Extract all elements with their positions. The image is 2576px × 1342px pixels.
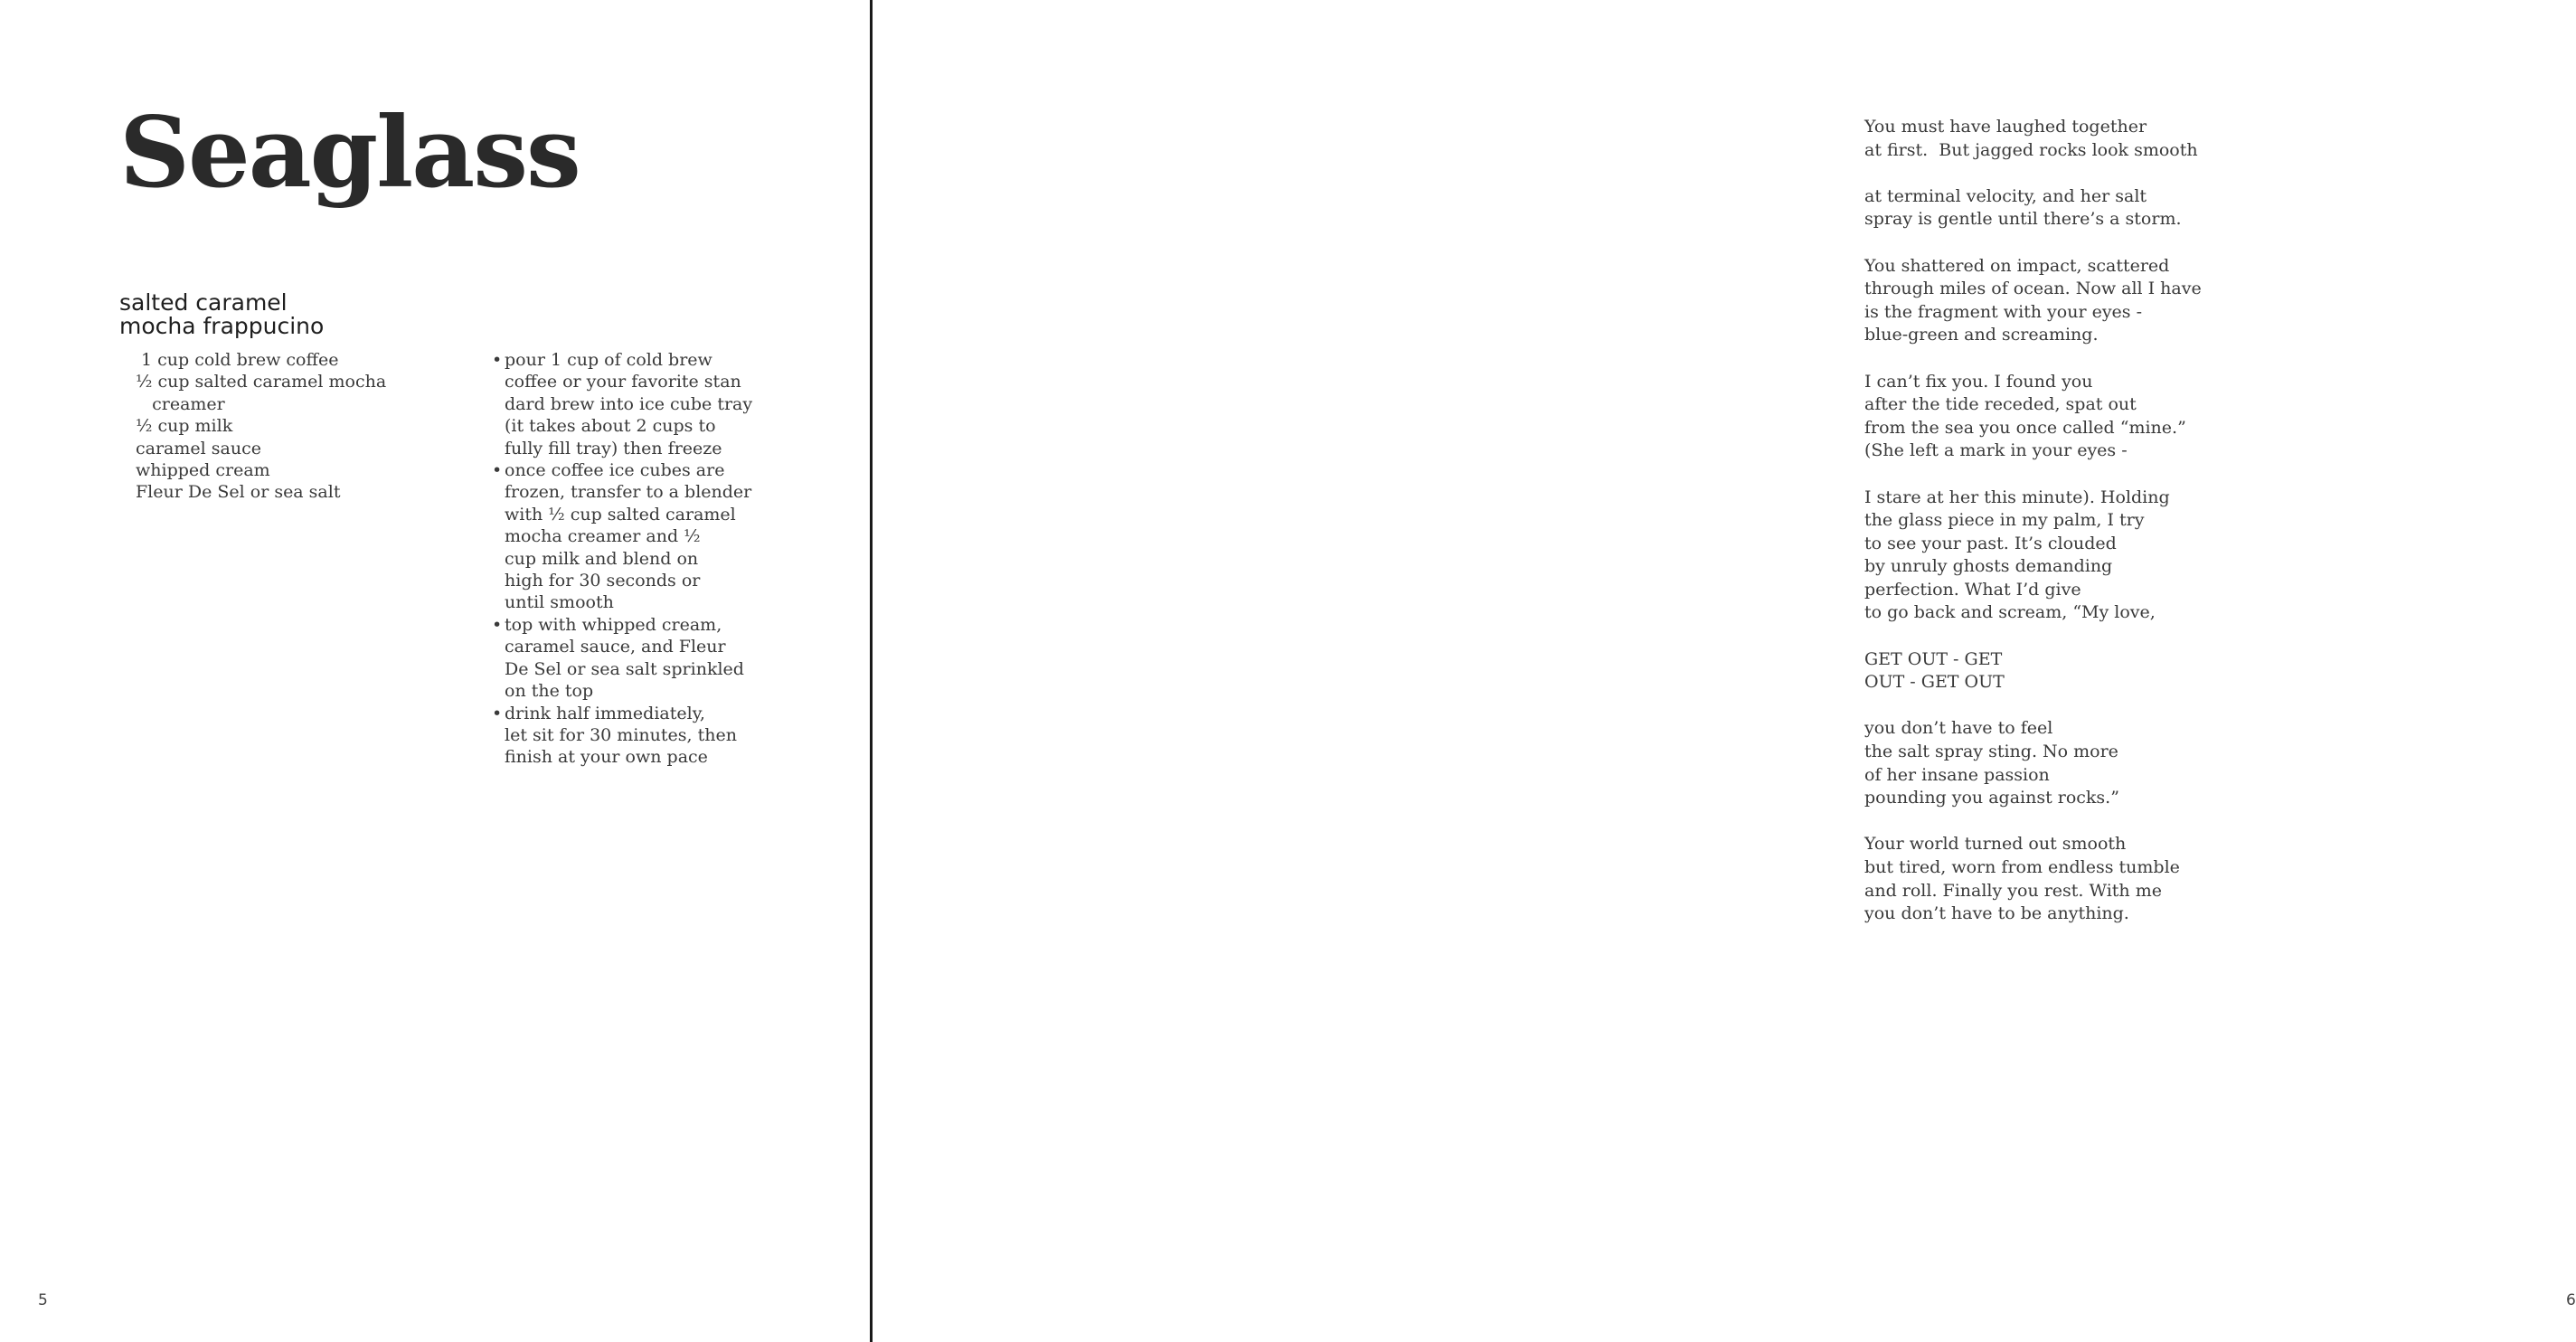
instruction-line: drink half immediately, bbox=[505, 703, 705, 723]
bullet-icon: • bbox=[492, 350, 503, 370]
poem-stanza bbox=[1864, 487, 2202, 626]
right-page bbox=[873, 0, 2576, 1342]
poem-stanza bbox=[1864, 833, 2202, 925]
poem-line: Your world turned out smooth bbox=[1864, 834, 2127, 855]
instruction-line: on the top bbox=[505, 681, 594, 702]
poem bbox=[1864, 116, 2202, 949]
instruction-line: caramel sauce, and Fleur bbox=[505, 637, 726, 657]
page-title: Seaglass bbox=[119, 96, 580, 210]
instruction-text bbox=[505, 459, 751, 614]
poem-line: at terminal velocity, and her salt bbox=[1864, 185, 2147, 206]
instruction-line: mocha creamer and ½ bbox=[505, 526, 701, 547]
instruction-line: until smooth bbox=[505, 592, 614, 613]
recipe-name-line: mocha frappucino bbox=[119, 313, 325, 339]
poem-line: (She left a mark in your eyes - bbox=[1864, 440, 2128, 461]
instruction-line: high for 30 seconds or bbox=[505, 571, 701, 591]
ingredient-item: creamer bbox=[136, 393, 225, 414]
poem-line: and roll. Finally you rest. With me bbox=[1864, 880, 2162, 901]
ingredient-item: ½ cup milk bbox=[136, 416, 233, 437]
poem-line: You shattered on impact, scattered bbox=[1864, 255, 2170, 276]
poem-line: after the tide receded, spat out bbox=[1864, 394, 2137, 415]
instruction-line: cup milk and blend on bbox=[505, 548, 699, 569]
poem-line: you don’t have to be anything. bbox=[1864, 903, 2129, 924]
poem-line: through miles of ocean. Now all I have bbox=[1864, 279, 2202, 299]
instruction-text bbox=[505, 703, 737, 769]
instruction-line: pour 1 cup of cold brew bbox=[505, 350, 712, 370]
instruction-step bbox=[492, 349, 752, 459]
recipe-name bbox=[119, 291, 324, 338]
poem-line: I stare at her this minute). Holding bbox=[1864, 487, 2170, 507]
poem-line: to see your past. It’s clouded bbox=[1864, 533, 2117, 553]
poem-line: I can’t fix you. I found you bbox=[1864, 371, 2093, 392]
poem-stanza bbox=[1864, 717, 2202, 809]
instruction-step bbox=[492, 459, 752, 614]
poem-line: You must have laughed together bbox=[1864, 117, 2147, 137]
poem-line: to go back and scream, “My love, bbox=[1864, 602, 2156, 623]
ingredient-item: ½ cup salted caramel mocha bbox=[136, 372, 387, 392]
poem-line: but tired, worn from endless tumble bbox=[1864, 857, 2180, 877]
page-number: 6 bbox=[2566, 1291, 2576, 1309]
instruction-line: De Sel or sea salt sprinkled bbox=[505, 658, 744, 679]
poem-stanza bbox=[1864, 185, 2202, 232]
gutter-divider bbox=[870, 0, 873, 1342]
poem-line: GET OUT - GET bbox=[1864, 648, 2003, 669]
poem-line: spray is gentle until there’s a storm. bbox=[1864, 209, 2182, 230]
poem-line: the salt spray sting. No more bbox=[1864, 742, 2118, 762]
poem-line: at first. But jagged rocks look smooth bbox=[1864, 139, 2198, 160]
instruction-line: (it takes about 2 cups to bbox=[505, 416, 716, 437]
left-page bbox=[0, 0, 870, 1342]
poem-stanza bbox=[1864, 255, 2202, 347]
poem-line: blue-green and screaming. bbox=[1864, 325, 2099, 345]
poem-stanza bbox=[1864, 371, 2202, 463]
instruction-line: frozen, transfer to a blender bbox=[505, 482, 752, 503]
poem-line: by unruly ghosts demanding bbox=[1864, 556, 2113, 577]
instruction-line: top with whipped cream, bbox=[505, 614, 722, 635]
ingredient-item: whipped cream bbox=[136, 460, 270, 481]
bullet-icon: • bbox=[492, 460, 503, 481]
bullet-icon: • bbox=[492, 703, 503, 723]
poem-line: you don’t have to feel bbox=[1864, 718, 2053, 739]
instruction-line: with ½ cup salted caramel bbox=[505, 504, 736, 525]
recipe-name-line: salted caramel bbox=[119, 289, 288, 316]
instruction-step bbox=[492, 614, 752, 703]
instruction-line: once coffee ice cubes are bbox=[505, 460, 725, 481]
poem-line: pounding you against rocks.” bbox=[1864, 788, 2119, 808]
ingredient-item: 1 cup cold brew coffee bbox=[136, 350, 339, 370]
bullet-icon: • bbox=[492, 614, 503, 635]
instruction-line: coffee or your favorite stan bbox=[505, 372, 741, 392]
instruction-text bbox=[505, 614, 744, 703]
poem-line: from the sea you once called “mine.” bbox=[1864, 417, 2186, 438]
instructions-list bbox=[492, 349, 752, 769]
poem-line: OUT - GET OUT bbox=[1864, 672, 2005, 693]
poem-line: of her insane passion bbox=[1864, 764, 2050, 785]
ingredients-list bbox=[136, 349, 386, 504]
instruction-step bbox=[492, 703, 752, 769]
instruction-text bbox=[505, 349, 752, 459]
instruction-line: fully fill tray) then freeze bbox=[505, 438, 722, 458]
poem-line: is the fragment with your eyes - bbox=[1864, 301, 2143, 322]
instruction-line: finish at your own pace bbox=[505, 747, 708, 768]
poem-stanza bbox=[1864, 116, 2202, 162]
poem-line: perfection. What I’d give bbox=[1864, 579, 2081, 600]
poem-stanza bbox=[1864, 648, 2202, 695]
ingredient-item: Fleur De Sel or sea salt bbox=[136, 482, 341, 503]
page-number: 5 bbox=[38, 1291, 48, 1309]
instruction-line: let sit for 30 minutes, then bbox=[505, 724, 737, 745]
instruction-line: dard brew into ice cube tray bbox=[505, 393, 753, 414]
ingredient-item: caramel sauce bbox=[136, 438, 261, 458]
poem-line: the glass piece in my palm, I try bbox=[1864, 510, 2145, 531]
